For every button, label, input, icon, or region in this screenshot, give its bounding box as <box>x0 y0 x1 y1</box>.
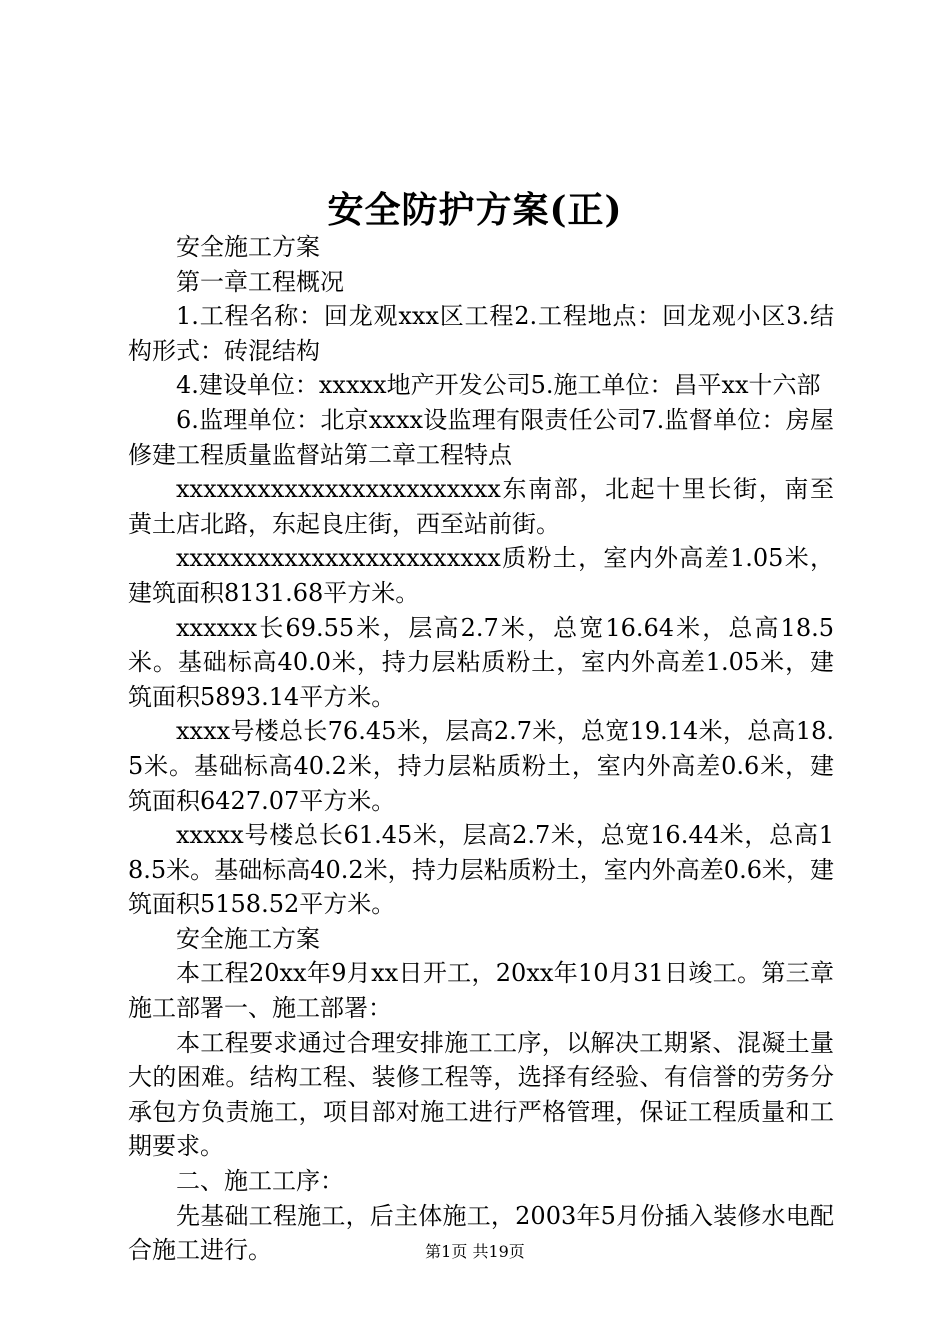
paragraph: 本工程要求通过合理安排施工工序，以解决工期紧、混凝土量大的困难。结构工程、装修工程等，选择有经验、有信誉的劳务分承包方负责施工，项目部对施工进行严格管理，保证工程质量和工期要求。 <box>128 1028 834 1161</box>
paragraph: 安全施工方案 <box>176 233 320 261</box>
paragraph: 先基础工程施工，后主体施工，2003年5月份插入装修水电配合施工进行。 <box>128 1201 834 1265</box>
paragraph: 1.工程名称：回龙观xxx区工程2.工程地点：回龙观小区3.结构形式：砖混结构 <box>128 302 834 365</box>
paragraph: 6.监理单位：北京xxxx设监理有限责任公司7.监督单位：房屋修建工程质量监督站第二章工程特点 <box>128 405 834 469</box>
document-title: 安全防护方案(正) <box>327 189 623 231</box>
paragraph: 第一章工程概况 <box>176 267 344 296</box>
paragraph: xxxxxxxxxxxxxxxxxxxxxxxx东南部，北起十里长街，南至黄土店北路，东起良庄街，西至站前街。 <box>128 475 834 538</box>
paragraph: xxxx号楼总长76.45米，层高2.7米，总宽19.14米，总高18.5米。基础标高40.2米，持力层粘质粉土，室内外高差0.6米，建筑面积6427.07平方米。 <box>128 717 834 815</box>
document-body <box>128 230 834 1268</box>
paragraph: 本工程20xx年9月xx日开工，20xx年10月31日竣工。第三章施工部署一、施工部署： <box>128 959 834 1023</box>
paragraph: 4.建设单位：xxxxx地产开发公司5.施工单位：昌平xx十六部 <box>176 371 821 400</box>
paragraph: xxxxx号楼总长61.45米，层高2.7米，总宽16.44米，总高18.5米。基础标高40.2米，持力层粘质粉土，室内外高差0.6米，建筑面积5158.52平方米。 <box>128 821 834 919</box>
paragraph: 二、施工工序： <box>176 1167 344 1196</box>
paragraph: xxxxxxxxxxxxxxxxxxxxxxxx质粉土，室内外高差1.05米，建筑面积8131.68平方米。 <box>128 544 834 607</box>
paragraph: xxxxxx长69.55米，层高2.7米，总宽16.64米，总高18.5米。基础标高40.0米，持力层粘质粉土，室内外高差1.05米，建筑面积5893.14平方米。 <box>128 613 834 711</box>
page-footer: 第1页 共19页 <box>425 1242 525 1261</box>
paragraph: 安全施工方案 <box>176 924 320 953</box>
